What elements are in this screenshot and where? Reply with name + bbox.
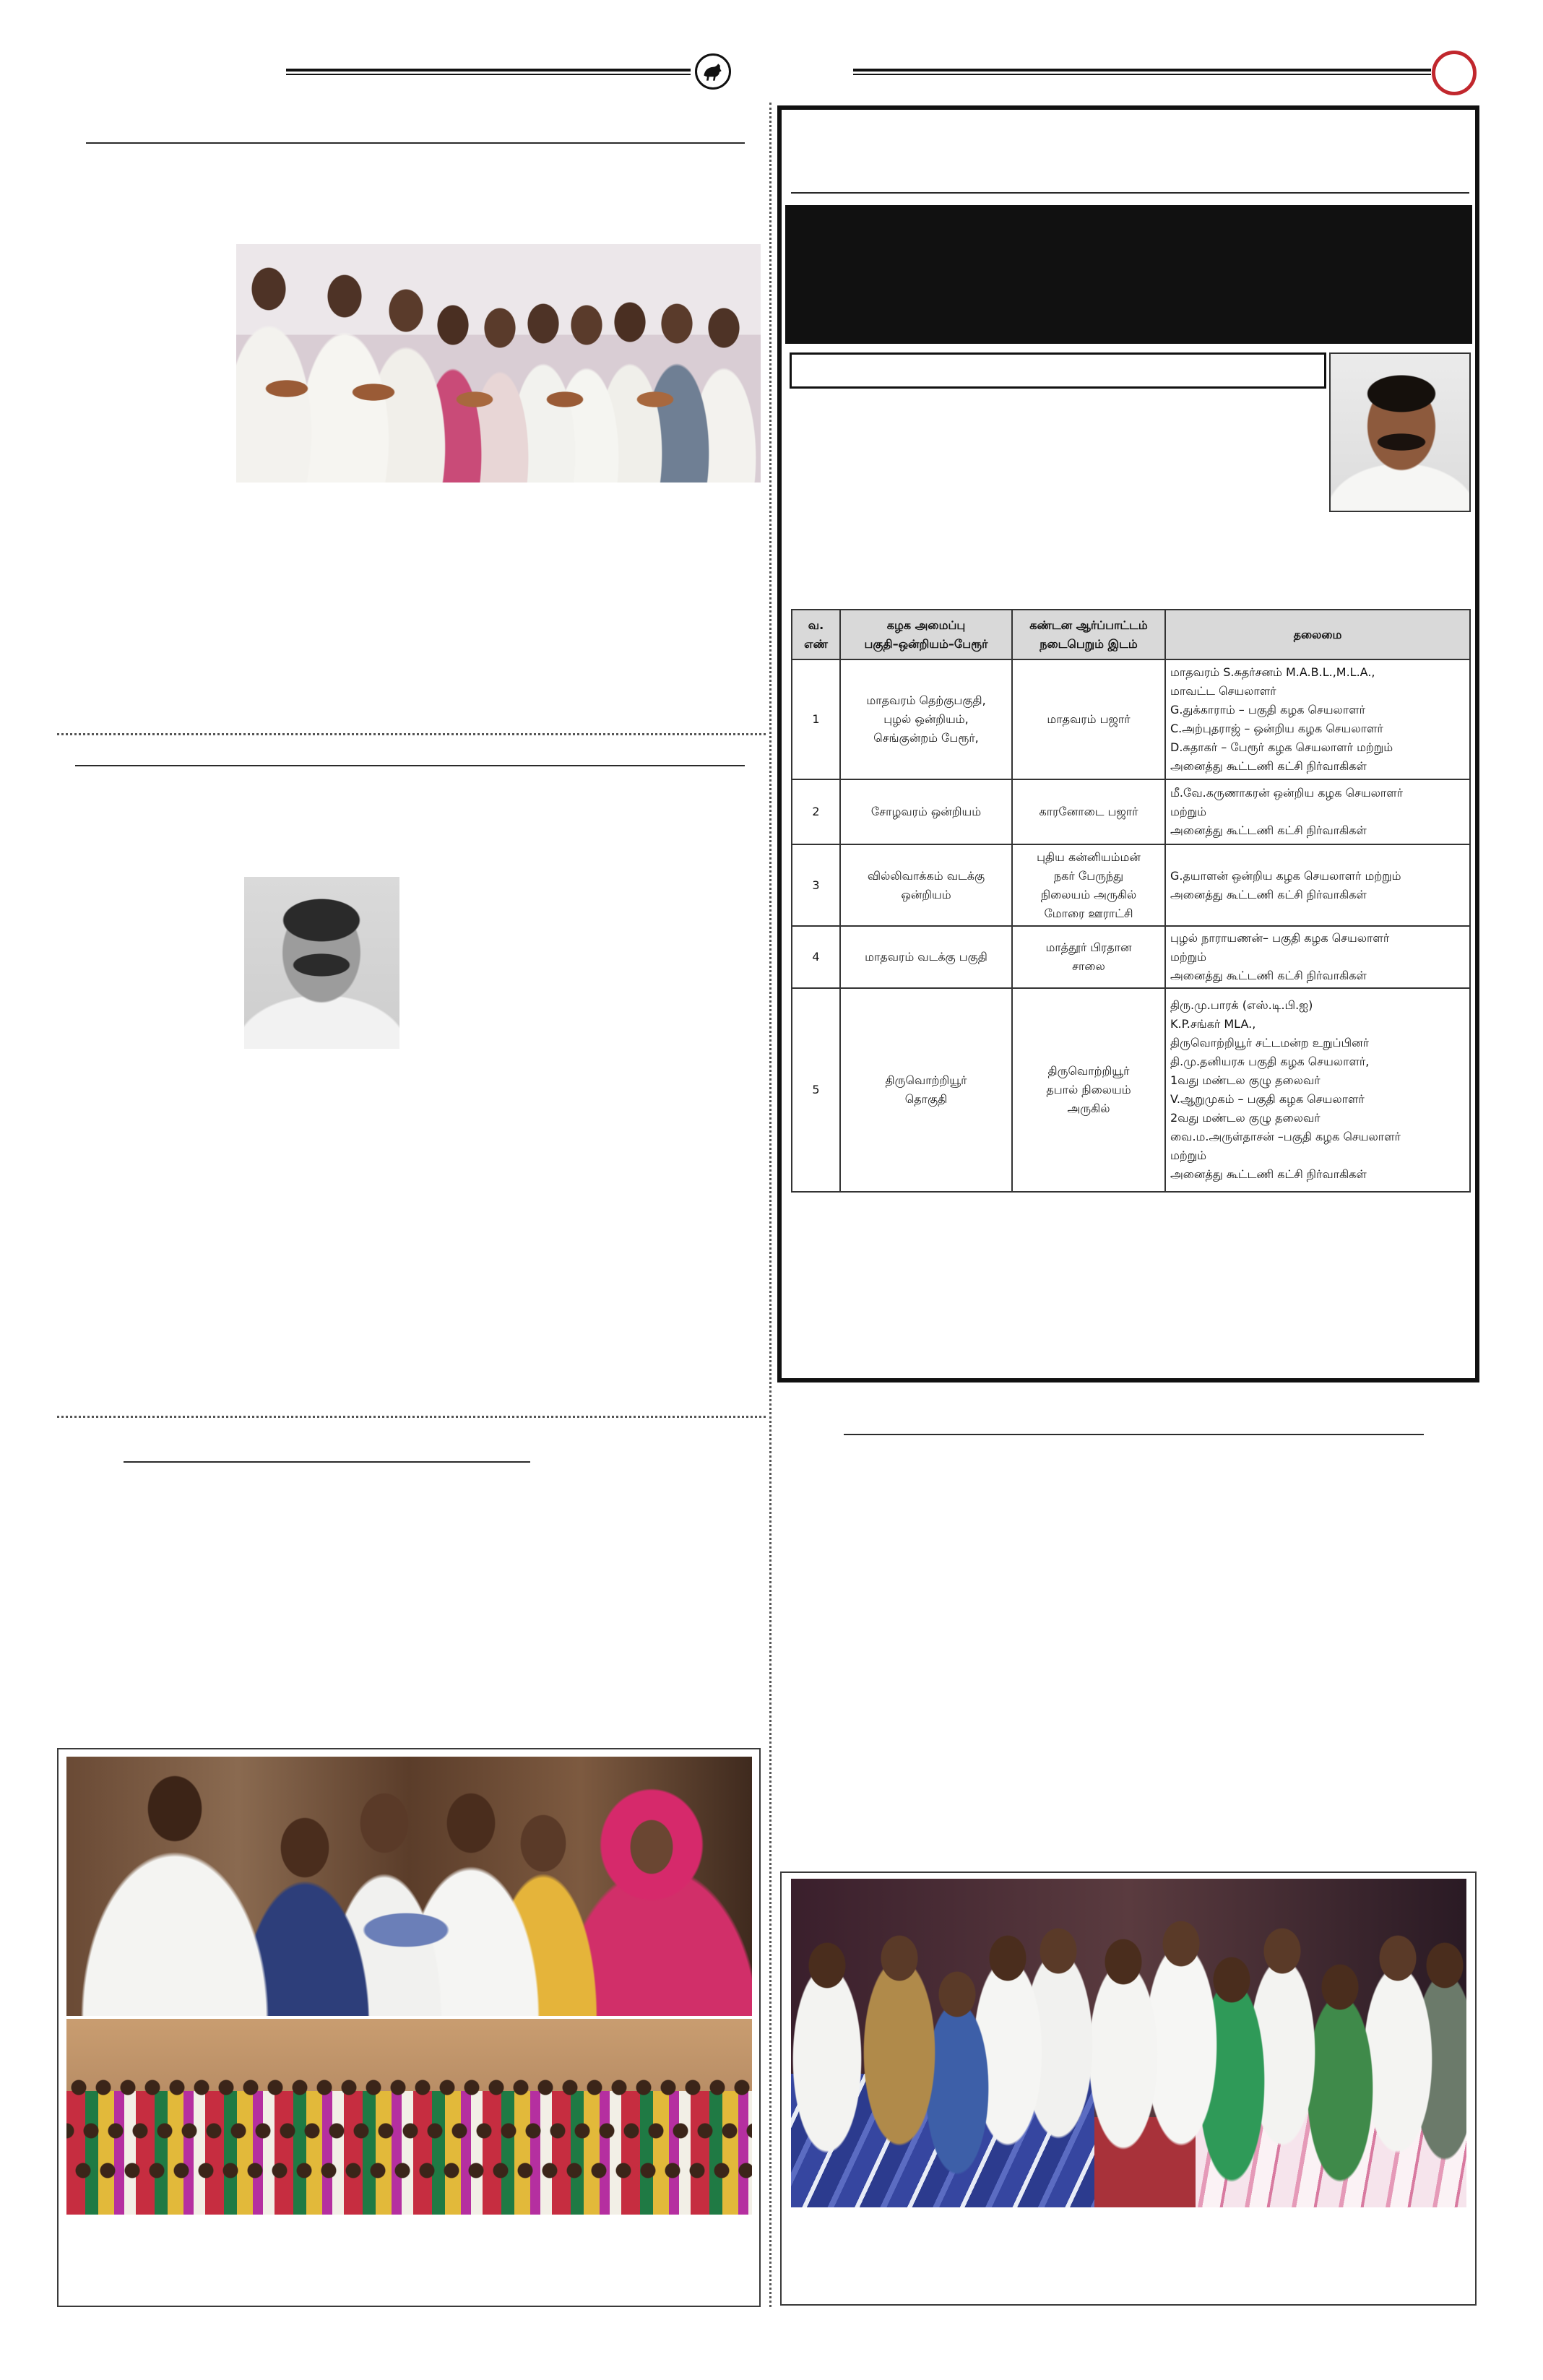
leader-line: மற்றும் xyxy=(1170,950,1207,964)
leader-line: அனைத்து கூட்டணி கட்சி நிர்வாகிகள் xyxy=(1170,759,1367,773)
header-line: தலைமை xyxy=(1293,627,1342,641)
headline-rule xyxy=(86,142,745,144)
venue-cell xyxy=(1012,779,1165,844)
venue-cell xyxy=(1012,844,1165,926)
emblem-icon xyxy=(695,53,731,90)
header-venue xyxy=(1012,610,1165,659)
venue-line: நிலையம் அருகில் xyxy=(1040,887,1137,901)
serial-number: 3 xyxy=(792,844,840,926)
news-photo-top-left xyxy=(236,244,761,483)
venue-line: மாத்தூர் பிரதான xyxy=(1045,940,1132,954)
header-line: கழக அமைப்பு xyxy=(886,618,966,632)
page-number-badge xyxy=(1432,51,1477,95)
header-line: பகுதி–ஒன்றியம்–பேரூர் xyxy=(864,636,988,651)
venue-line: தபால் நிலையம் xyxy=(1046,1083,1131,1096)
news-photo-bottom-left-upper xyxy=(66,1757,752,2016)
headline-rule xyxy=(124,1461,530,1463)
party-unit-cell xyxy=(840,926,1012,988)
party-unit-line: சோழவரம் ஒன்றியம் xyxy=(870,805,982,818)
leader-line: அனைத்து கூட்டணி கட்சி நிர்வாகிகள் xyxy=(1170,887,1367,901)
serial-number: 4 xyxy=(792,926,840,988)
leader-line: மாதவரம் S.சுதர்சனம் M.A.B.L.,M.L.A., xyxy=(1170,665,1375,679)
masthead-rule-right xyxy=(853,69,1431,75)
leader-line: அனைத்து கூட்டணி கட்சி நிர்வாகிகள் xyxy=(1170,1167,1367,1181)
party-unit-cell xyxy=(840,988,1012,1192)
party-unit-line: தொகுதி xyxy=(904,1092,948,1106)
leader-line: G.துக்காராம் – பகுதி கழக செயலாளர் xyxy=(1170,703,1365,717)
header-line: கண்டன ஆர்ப்பாட்டம் xyxy=(1029,618,1148,632)
leaders-cell xyxy=(1165,926,1470,988)
table-header-row xyxy=(792,610,1470,659)
protest-schedule-table xyxy=(791,609,1471,1193)
party-unit-line: செங்குன்றம் பேரூர், xyxy=(873,731,979,745)
party-unit-line: திருவொற்றியூர் xyxy=(885,1073,967,1087)
leaders-cell xyxy=(1165,844,1470,926)
leader-line: தி.மு.தனியரசு பகுதி கழக செயலாளர், xyxy=(1170,1055,1370,1068)
leader-line: மற்றும் xyxy=(1170,805,1207,818)
story-separator xyxy=(57,1416,766,1418)
venue-line: மோரை ஊராட்சி xyxy=(1044,906,1133,920)
party-unit-cell xyxy=(840,659,1012,779)
box-rule xyxy=(791,192,1469,194)
venue-cell xyxy=(1012,988,1165,1192)
header-serial-no xyxy=(792,610,840,659)
news-photo-bottom-right xyxy=(791,1879,1466,2207)
leader-line: 1வது மண்டல குழு தலைவர் xyxy=(1170,1073,1321,1087)
masthead-rule-left xyxy=(286,69,691,75)
venue-line: மாதவரம் பஜார் xyxy=(1047,712,1131,726)
header-line: எண் xyxy=(804,636,828,651)
venue-cell xyxy=(1012,659,1165,779)
leader-line: மற்றும் xyxy=(1170,1148,1207,1162)
venue-cell xyxy=(1012,926,1165,988)
subheading-box xyxy=(790,352,1326,389)
party-unit-line: புழல் ஒன்றியம், xyxy=(883,712,969,726)
header-line: வ. xyxy=(808,618,824,632)
leader-line: மீ.வே.கருணாகரன் ஒன்றிய கழக செயலாளர் xyxy=(1170,786,1404,800)
venue-line: நகர் பேருந்து xyxy=(1053,868,1124,883)
venue-line: காரனோடை பஜார் xyxy=(1039,805,1138,818)
header-leaders xyxy=(1165,610,1470,659)
venue-line: திருவொற்றியூர் xyxy=(1047,1064,1130,1078)
party-unit-line: வில்லிவாக்கம் வடக்கு xyxy=(867,868,985,883)
venue-line: புதிய கன்னியம்மன் xyxy=(1037,849,1141,864)
party-unit-cell xyxy=(840,844,1012,926)
leader-line: G.தயாளன் ஒன்றிய கழக செயலாளர் மற்றும் xyxy=(1170,868,1401,883)
leader-line: மாவட்ட செயலாளர் xyxy=(1170,684,1276,698)
table-row xyxy=(792,926,1470,988)
leader-line: அனைத்து கூட்டணி கட்சி நிர்வாகிகள் xyxy=(1170,969,1367,982)
story-separator xyxy=(57,733,766,735)
headline-rule xyxy=(75,765,745,766)
emblem-glyph xyxy=(700,59,726,85)
headline-rule xyxy=(844,1434,1424,1435)
leaders-cell xyxy=(1165,779,1470,844)
leader-line: K.P.சங்கர் MLA., xyxy=(1170,1017,1256,1031)
leader-line: திருவொற்றியூர் சட்டமன்ற உறுப்பினர் xyxy=(1170,1036,1369,1050)
party-unit-line: மாதவரம் தெற்குபகுதி, xyxy=(866,693,986,707)
leader-line: D.சுதாகர் – பேரூர் கழக செயலாளர் மற்றும் xyxy=(1170,740,1393,754)
leader-line: திரு.மு.பாரக் (எஸ்.டி.பி.ஐ) xyxy=(1170,998,1313,1012)
party-unit-line: ஒன்றியம் xyxy=(901,887,951,901)
header-line: நடைபெறும் இடம் xyxy=(1040,636,1138,651)
venue-line: சாலை xyxy=(1072,959,1105,973)
leaders-cell xyxy=(1165,988,1470,1192)
table-row xyxy=(792,779,1470,844)
serial-number: 5 xyxy=(792,988,840,1192)
leader-line: வை.ம.அருள்தாசன் –பகுதி கழக செயலாளர் xyxy=(1170,1130,1401,1143)
news-photo-bottom-left-group xyxy=(66,2019,752,2215)
table-row xyxy=(792,988,1470,1192)
serial-number: 1 xyxy=(792,659,840,779)
portrait-photo-right xyxy=(1329,352,1471,512)
table-row xyxy=(792,844,1470,926)
portrait-photo-left xyxy=(244,877,399,1049)
table-row xyxy=(792,659,1470,779)
leader-line: C.அற்புதராஜ் – ஒன்றிய கழக செயலாளர் xyxy=(1170,722,1383,735)
venue-line: அருகில் xyxy=(1067,1102,1110,1115)
party-unit-line: மாதவரம் வடக்கு பகுதி xyxy=(865,950,987,964)
leader-line: V.ஆறுமுகம் – பகுதி கழக செயலாளர் xyxy=(1170,1092,1365,1106)
party-unit-cell xyxy=(840,779,1012,844)
leader-line: 2வது மண்டல குழு தலைவர் xyxy=(1170,1111,1321,1125)
column-divider xyxy=(769,103,772,2307)
leaders-cell xyxy=(1165,659,1470,779)
header-party-unit xyxy=(840,610,1012,659)
serial-number: 2 xyxy=(792,779,840,844)
leader-line: அனைத்து கூட்டணி கட்சி நிர்வாகிகள் xyxy=(1170,823,1367,837)
headline-banner xyxy=(785,205,1472,344)
leader-line: புழல் நாராயணன்– பகுதி கழக செயலாளர் xyxy=(1170,931,1390,945)
